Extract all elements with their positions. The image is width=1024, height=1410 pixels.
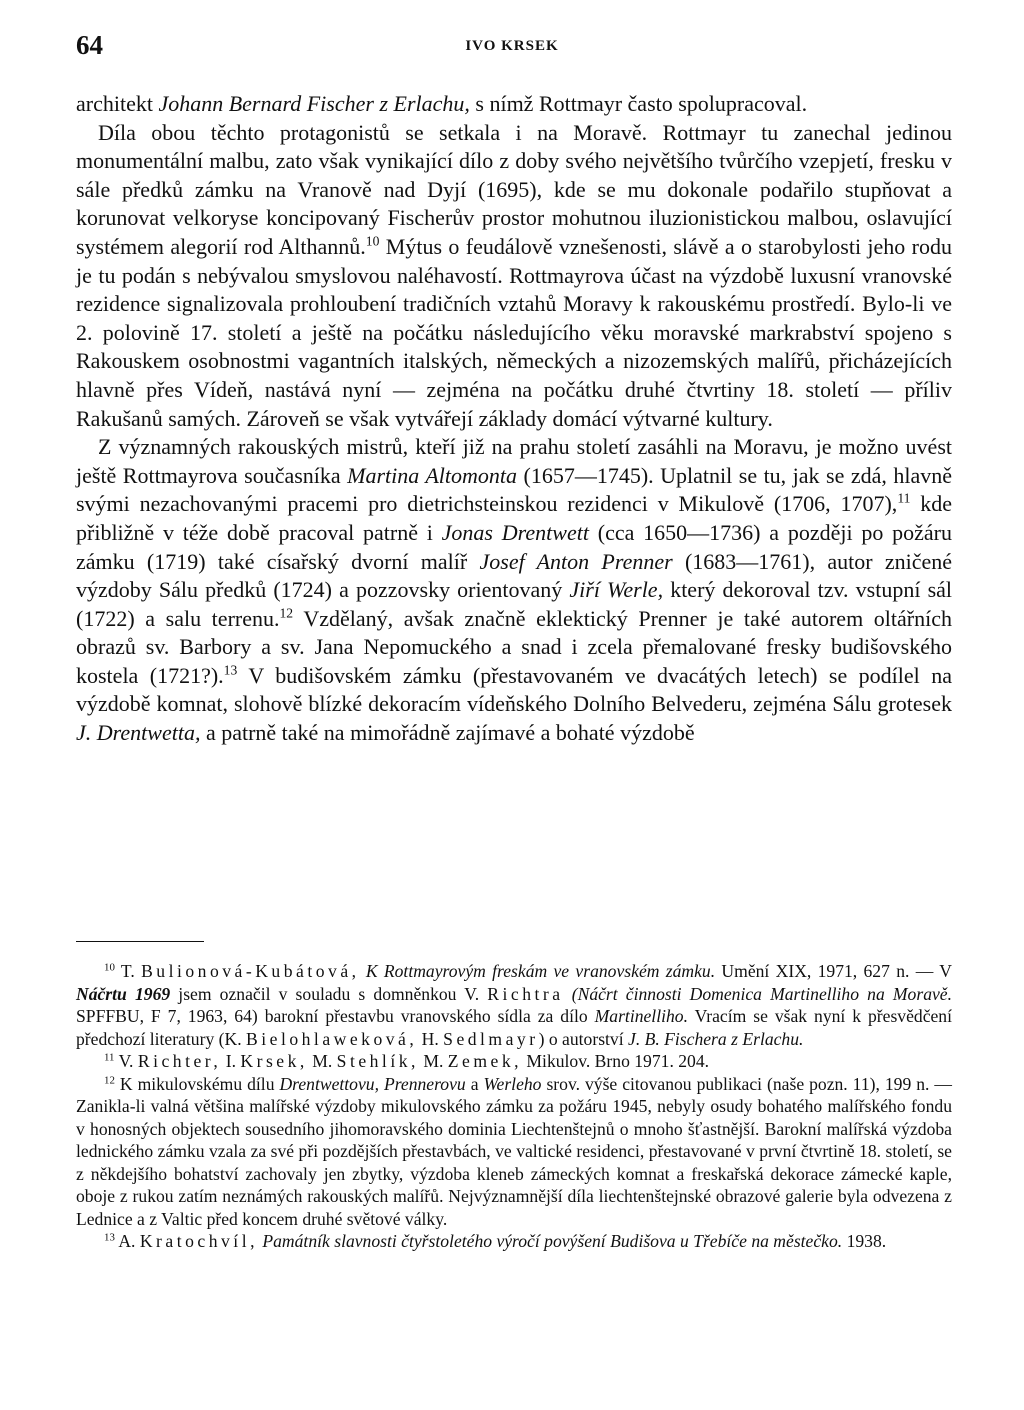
work-title: K Rottmayrovým freskám ve vranovském zámku. [365,961,716,981]
running-head: IVO KRSEK [465,38,559,54]
text-run: T. [114,961,142,981]
text-run: I. [221,1051,241,1071]
text-run: (1683—1761), autor zničené výzdoby Sálu předků (1724) a pozzovsky orientovaný [76,548,952,603]
text-run: 1938. [842,1231,887,1251]
person-name: Johann Bernard Fischer z Erlachu, [158,91,470,116]
text-run: který dekoroval tzv. vstupní sál (1722) a salu terrenu. [76,577,953,631]
text-run: H. [417,1028,444,1049]
author-name: Stehlík, [336,1051,419,1071]
text-run: M. [307,1051,337,1071]
text-run: Z významných rakouských mistrů, kteří již na prahu století zasáhli na Moravu, je možno uvést ještě Rottmayrova současníka [76,434,952,488]
person-name: J. B. Fischera z Erlachu. [628,1028,804,1049]
text-run: Mikulov. Brno 1971. 204. [522,1051,710,1071]
author-name: Zemek, [447,1051,523,1071]
footnote-ref-10[interactable]: 10 [365,233,380,249]
author-name: Richter, [137,1051,222,1071]
text-run: architekt [76,91,159,116]
footnote-13 [76,1230,952,1253]
text-run: Vracím se však nyní k přesvědčení předchozí literatury (K. [76,1006,952,1049]
work-title: Náčrtu 1969 [76,983,171,1004]
text-run: Díla obou těchto protagonistů se setkala i na Moravě. Rottmayr tu zanechal jedinou monumentální malbu, zato však vynikající dílo z doby svého největšího tvůrčího vzepjetí, fresku v sále předků zámku na Vranově nad Dyjí (1695), kde se mu dokonale podařilo stupňovat a korunovat velkoryse koncipovaný Fischerův prostor mohutnou iluzionistickou malbou, oslavující systémem alegorií rod Althannů. [76,119,952,259]
work-title: (Náčrt činnosti Domenica Martinelliho na Moravě. [571,983,953,1004]
footnote-number: 10 [104,961,115,974]
footnote-10 [76,960,952,1050]
text-run: s nímž Rottmayr často spolupracoval. [469,91,808,116]
footnote-number: 12 [104,1073,115,1086]
text-run: SPFFBU, F 7, 1963, 64) barokní přestavbu vranovského sídla za dílo [76,1006,595,1026]
text-run: (cca 1650—1736) a později po požáru zámku (1719) také císařský dvorní malíř [76,519,952,574]
text-run: M. [418,1051,448,1071]
author-name: Sedlmayr [443,1028,539,1049]
paragraph-1 [76,90,952,119]
text-run: V. [114,1051,138,1071]
text-run: jsem označil v souladu s domněnkou V. [170,983,488,1004]
text-run: kde přibližně v téže době pracoval patrně i [76,491,953,545]
footnote-number: 11 [104,1051,115,1064]
text-run: srov. výše citovanou publikaci (naše pozn. 11), 199 n. — Zanikla-li valná většina malířské výzdoby mikulovského zámku za požáru 1945, nebyly osudy bohatého malířského fondu v honosných objektech sousedního jihomoravského dominia Liechtenštejnů o mnoho šťastnější. Barokní malířská výzdoba lednického zámku vzala za své při pozdějších přestavbách, ve valtické residenci, přestavované v první čtvrtině 18. století, se z někdejšího bohatství zachovaly jen zbytky, výzdoba kleneb zámeckých komnat a freskařská dekorace zámecké kaple, oboje z rukou zatím neznámých rakouských malířů. Nejvýznamnější díla liechtenštejnské obrazové galerie byla odvezena z Lednice a z Valtic před koncem druhé světové války. [76,1073,952,1229]
paragraph-2 [76,119,952,434]
paragraph-3 [76,433,952,748]
person-name: Jonas Drentwett [441,519,589,545]
person-name: Martinelliho. [594,1006,688,1026]
text-run: a [465,1073,484,1094]
text-run: a patrně také na mimořádně zajímavé a bohaté výzdobě [200,720,695,746]
author-name: Bulionová-Kubátová, [141,961,360,981]
page-number: 64 [76,30,103,60]
person-name: Martina Altomonta [347,462,518,488]
text-run: Umění XIX, 1971, 627 n. — V [715,961,953,981]
author-name: Bielohlaweková, [246,1028,418,1049]
author-name: Kratochvíl, [139,1231,258,1251]
work-title: Drentwettovu, Prennerovu [279,1073,466,1094]
footnote-ref-11[interactable]: 11 [897,490,911,506]
main-text [76,90,952,748]
author-name: Richtra [487,983,564,1004]
work-title: Památník slavnosti čtyřstoletého výročí povýšení Budišova u Třebíče na městečko. [262,1231,843,1251]
person-name: Josef Anton Prenner [479,548,673,574]
author-name: Krsek, [240,1051,308,1071]
text-run: (1657—1745). Uplatnil se tu, jak se zdá, hlavně svými nezachovanými pracemi pro dietrichsteinskou rezidenci v Mikulově (1706, 1707), [76,462,952,517]
footnotes [76,960,952,1253]
footnote-11 [76,1050,952,1073]
text-run: V budišovském zámku (přestavovaném ve dvacátých letech) se podílel na výzdobě komnat, slohově blízké dekoracím vídeňského Dolního Belvederu, zejména Sálu grotesek [76,662,952,717]
text-run: Vzdělaný, avšak značně eklektický Prenner je také autorem oltářních obrazů sv. Barbory a sv. Jana Nepomuckého a snad i zcela přemalované fresky budišovského kostela (1721?). [76,605,952,688]
footnote-ref-12[interactable]: 12 [279,605,294,621]
text-run [564,984,572,1004]
footnote-separator [76,941,204,942]
footnote-12 [76,1073,952,1231]
text-run: A. [114,1231,140,1251]
person-name: Jiří Werle, [569,577,664,603]
text-run: ) o autorství [538,1028,629,1049]
footnote-ref-13[interactable]: 13 [223,662,238,678]
footnote-number: 13 [104,1231,115,1244]
person-name: Werleho [483,1073,542,1094]
text-run: Mýtus o feudálově vznešenosti, slávě a o starobylosti jeho rodu je tu podán s nebývalou smyslovou naléhavostí. Rottmayrova účast na výzdobě luxusní vranovské rezidence signalizovala prohloubení tradičních vztahů Moravy k rakouskému prostředí. Bylo-li ve 2. polovině 17. století a ještě na počátku následujícího věku moravské markrabství spojeno s Rakouskem osobnostmi vagantních italských, německých a nizozemských malířů, přicházejících hlavně přes Vídeň, nastává nyní — zejména na počátku druhé čtvrtiny 18. století — příliv Rakušanů samých. Zároveň se však vytvářejí základy domácí výtvarné kultury. [76,233,953,431]
person-name: J. Drentwetta, [76,720,201,746]
text-run: K mikulovskému dílu [114,1073,280,1094]
